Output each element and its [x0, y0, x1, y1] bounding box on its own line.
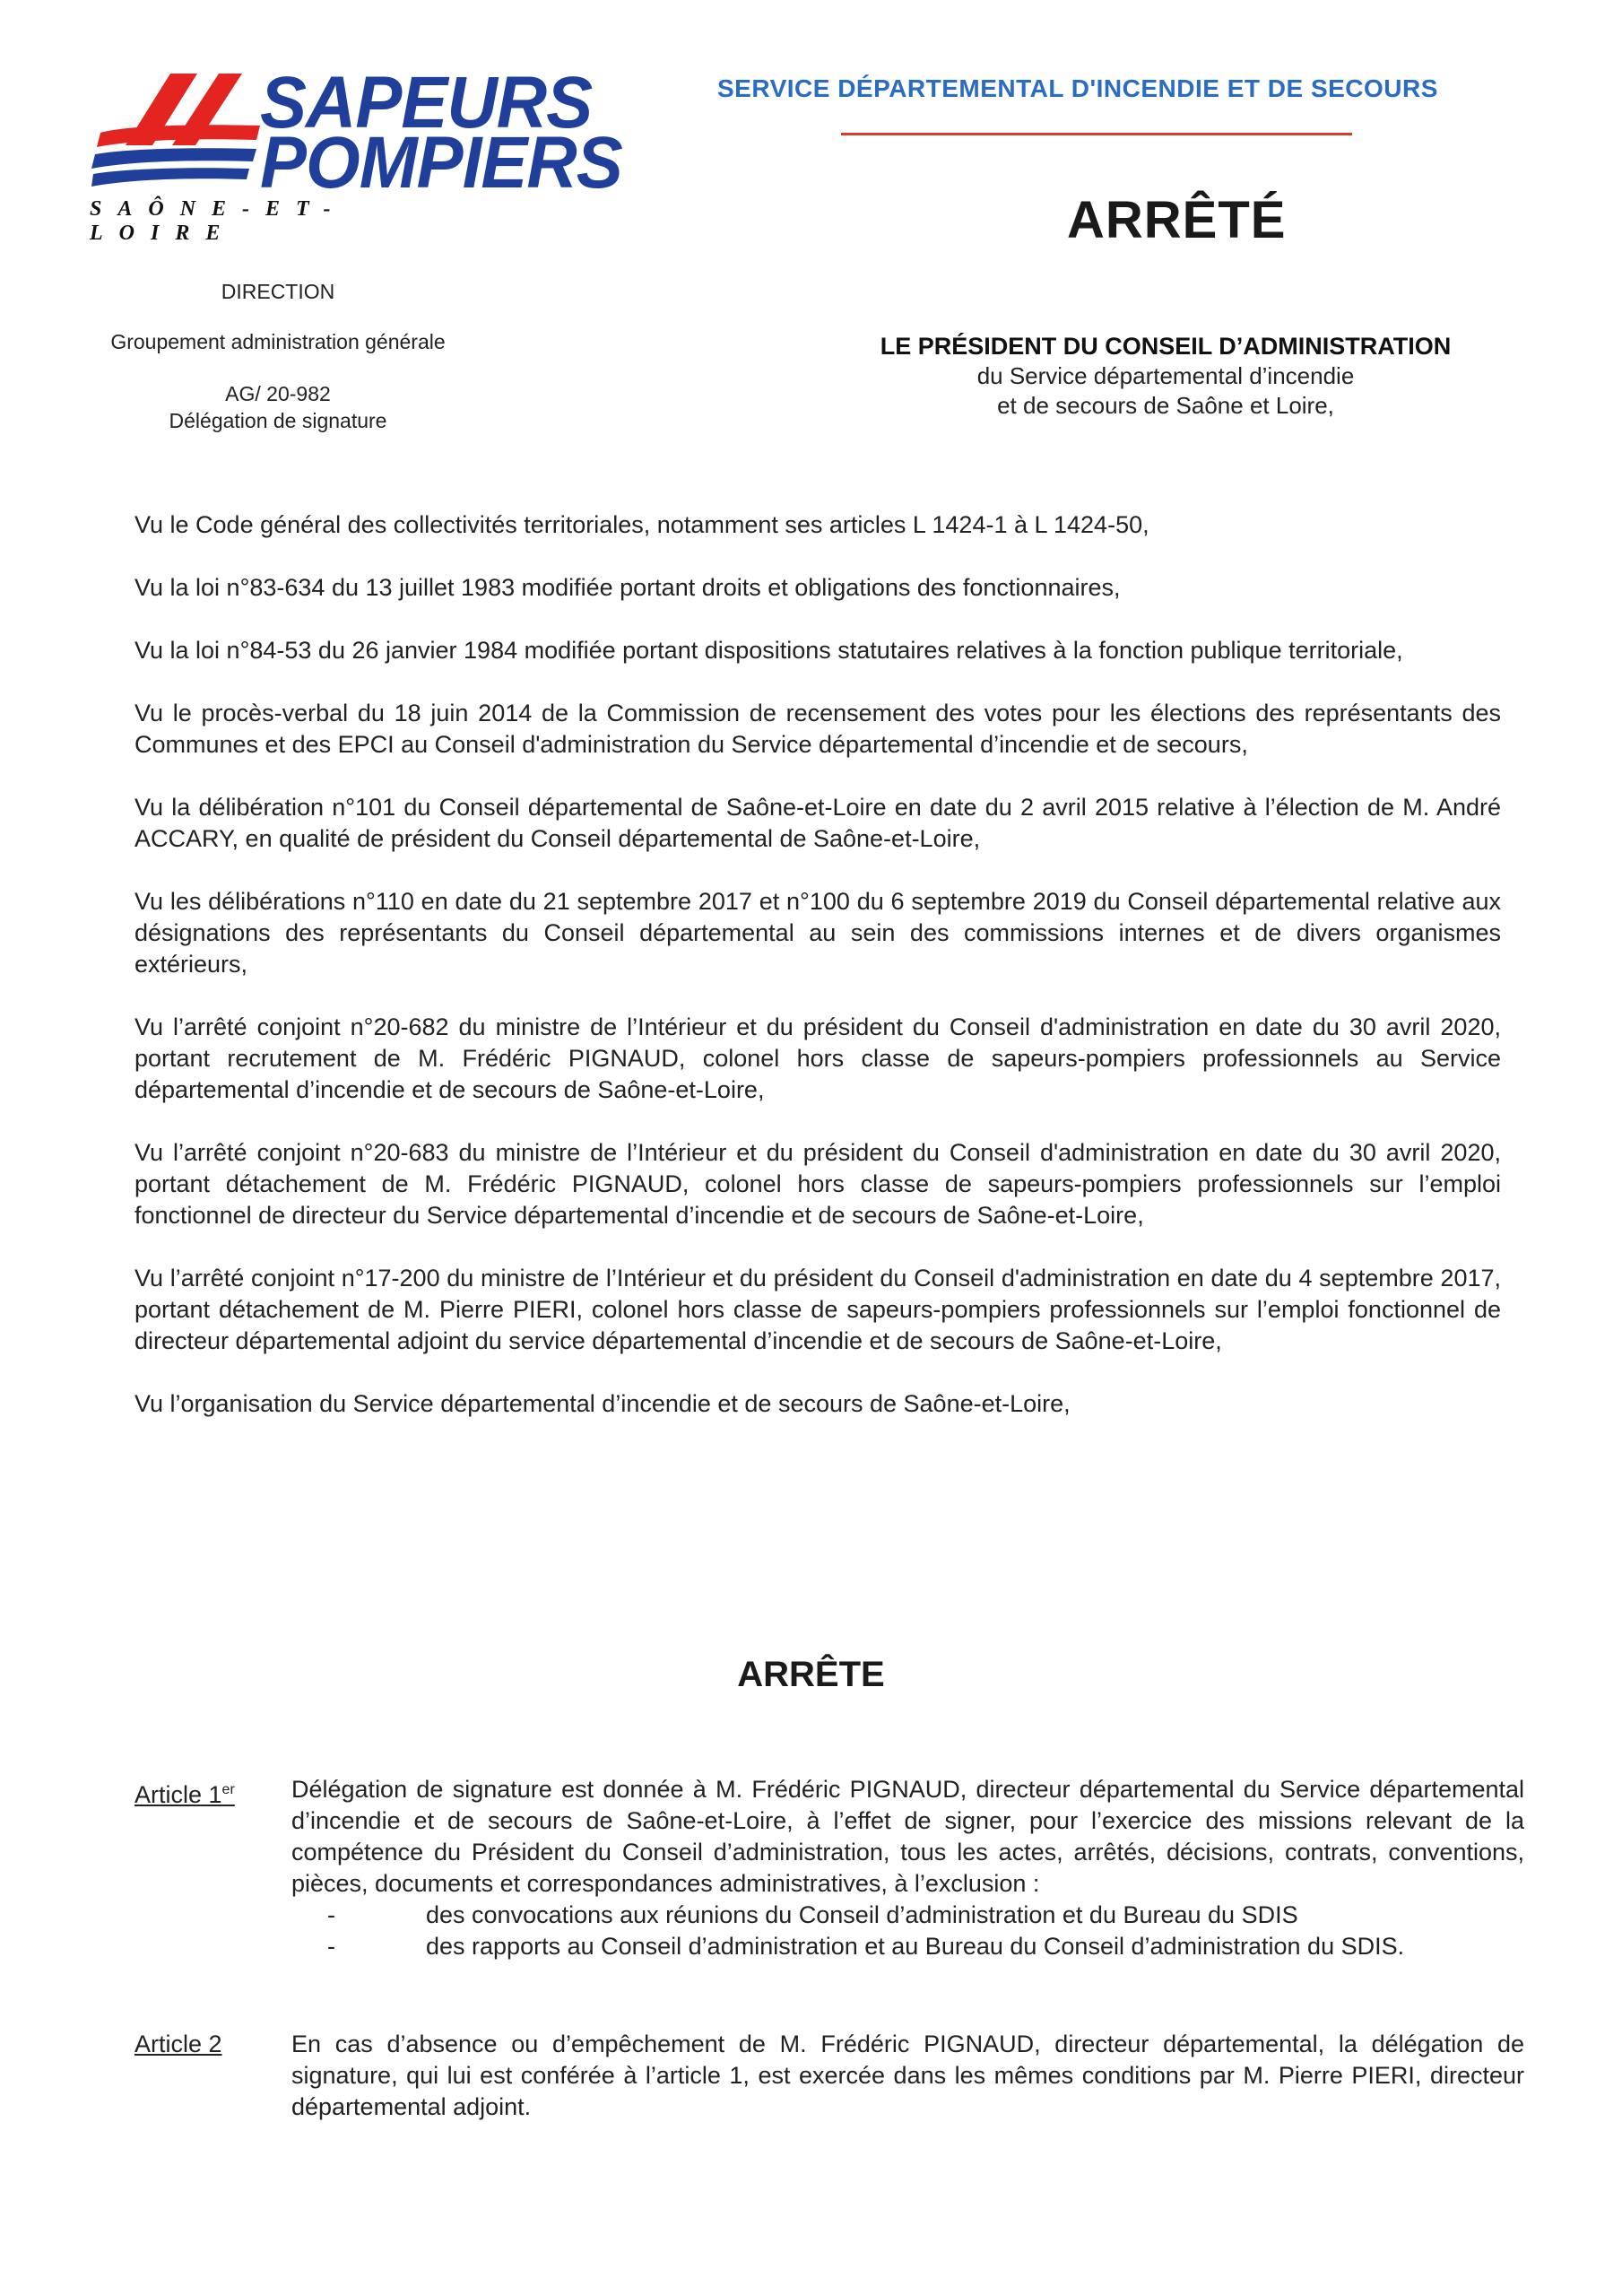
vu-paragraph: Vu l’arrêté conjoint n°20-682 du ministre de l’Intérieur et du président du Conseil d'administration en date du 30 avril 2020, portant recrutement de M. Frédéric PIGNAUD, colonel hors classe de sapeurs-pompiers professionnels au Service départemental d’incendie et de secours de Saône-et-Loire, [134, 1013, 1501, 1103]
article-2-label: Article 2 [134, 2031, 222, 2057]
article-1-label: Article 1er [134, 1781, 235, 1808]
president-line3: et de secours de Saône et Loire, [997, 392, 1334, 419]
vu-paragraph: Vu l’organisation du Service départemental d’incendie et de secours de Saône-et-Loire, [134, 1390, 1071, 1417]
document-type-title: ARRÊTÉ [1067, 191, 1287, 249]
vu-paragraph: Vu l’arrêté conjoint n°17-200 du ministre de l’Intérieur et du président du Conseil d'administration en date du 4 septembre 2017, portant détachement de M. Pierre PIERI, colonel hors classe de sapeurs-pompiers professionnels sur l’emploi fonctionnel de directeur départemental adjoint du service départemental d’incendie et de secours de Saône-et-Loire, [134, 1265, 1501, 1354]
vu-paragraph: Vu l’arrêté conjoint n°20-683 du ministre de l’Intérieur et du président du Conseil d'administration en date du 30 avril 2020, portant détachement de M. Frédéric PIGNAUD, colonel hors classe de sapeurs-pompiers professionnels sur l’emploi fonctionnel de directeur du Service départemental d’incendie et de secours de Saône-et-Loire, [134, 1139, 1501, 1229]
reference-object: Délégation de signature [169, 409, 387, 432]
vu-paragraph: Vu la délibération n°101 du Conseil départemental de Saône-et-Loire en date du 2 avril 2015 relative à l’élection de M. André ACCARY, en qualité de président du Conseil départemental de Saône-et-Loire, [134, 794, 1501, 852]
vu-paragraph: Vu le procès-verbal du 18 juin 2014 de la Commission de recensement des votes pour les élections des représentants des Communes et des EPCI au Conseil d'administration du Service départemental d’incendie et de secours, [134, 700, 1501, 758]
president-line2: du Service départemental d’incendie [976, 362, 1355, 389]
reference-block [90, 380, 466, 434]
president-block [843, 332, 1488, 421]
logo-line1: SAPEURS [260, 60, 593, 144]
vu-paragraph: Vu la loi n°83-634 du 13 juillet 1983 modifiée portant droits et obligations des fonctionnaires, [134, 574, 1121, 601]
red-divider [841, 133, 1352, 135]
logo-swoosh-icon [90, 72, 269, 197]
president-title: LE PRÉSIDENT DU CONSEIL D’ADMINISTRATION [880, 333, 1452, 360]
arrete-heading: ARRÊTE [737, 1655, 885, 1694]
service-title: SERVICE DÉPARTEMENTAL D'INCENDIE ET DE SECOURS [717, 74, 1438, 102]
logo-department: SAÔNE-ET-LOIRE [90, 197, 347, 245]
article-2-text: En cas d’absence ou d’empêchement de M. Frédéric PIGNAUD, directeur départemental, la délégation de signature, qui lui est conférée à l’article 1, est exercée dans les mêmes conditions par M. Pierre PIERI, directeur départemental adjoint. [291, 2031, 1524, 2120]
list-dash: - [327, 1901, 335, 1928]
sapeurs-pompiers-logo [90, 60, 622, 245]
article-1-content [291, 1774, 1524, 1962]
groupement-label: Groupement administration générale [110, 330, 446, 353]
list-dash: - [327, 1933, 335, 1960]
logo-wordmark [260, 60, 622, 204]
preamble [134, 509, 1501, 1451]
article-2 [134, 2029, 1524, 2123]
vu-paragraph: Vu le Code général des collectivités territoriales, notamment ses articles L 1424-1 à L 1424-50, [134, 511, 1149, 538]
vu-paragraph: Vu les délibérations n°110 en date du 21 septembre 2017 et n°100 du 6 septembre 2019 du Conseil départemental relative aux désignations des représentants du Conseil départemental au sein des commissions internes et de divers organismes extérieurs, [134, 888, 1501, 978]
list-item: - des convocations aux réunions du Conseil d’administration et du Bureau du SDIS [291, 1900, 1524, 1931]
exclusion-list [291, 1900, 1524, 1962]
vu-paragraph: Vu la loi n°84-53 du 26 janvier 1984 modifiée portant dispositions statutaires relatives à la fonction publique territoriale, [134, 637, 1403, 664]
article-1 [134, 1774, 1524, 1962]
article-1-sup: er [221, 1782, 235, 1797]
article-1-text: Délégation de signature est donnée à M. Frédéric PIGNAUD, directeur départemental du Service départemental d’incendie et de secours de Saône-et-Loire, à l’effet de signer, pour l’exercice des missions relevant de la compétence du Président du Conseil d’administration, tous les actes, arrêtés, décisions, contrats, conventions, pièces, documents et correspondances administratives, à l’exclusion : [291, 1776, 1524, 1897]
list-item: - des rapports au Conseil d’administration et au Bureau du Conseil d’administration du SDIS. [291, 1931, 1524, 1962]
logo-line2: POMPIERS [260, 120, 622, 204]
direction-label: DIRECTION [221, 280, 335, 303]
reference-number: AG/ 20-982 [225, 382, 331, 405]
